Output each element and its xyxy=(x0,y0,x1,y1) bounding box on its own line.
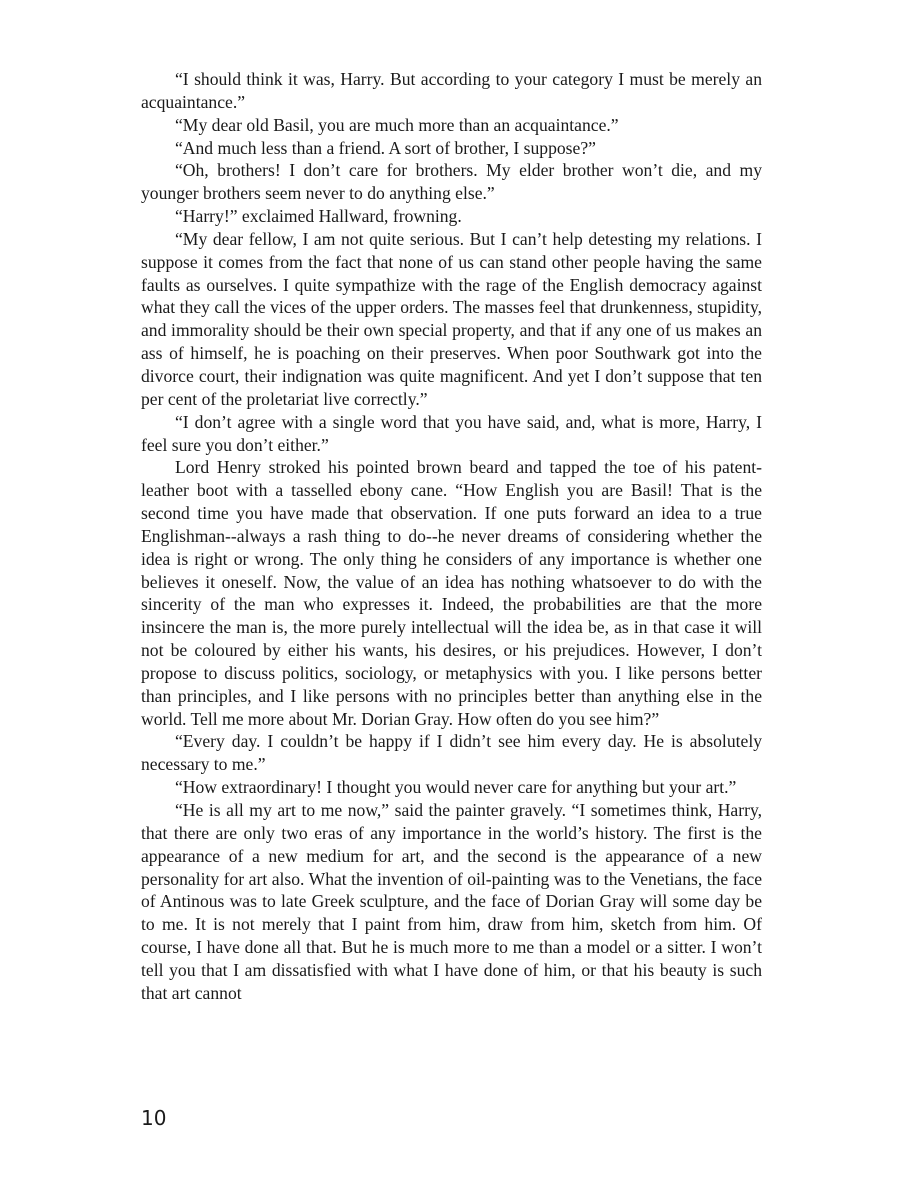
body-text xyxy=(141,68,762,1005)
paragraph: “My dear old Basil, you are much more than an acquaintance.” xyxy=(175,114,619,135)
paragraph: “Every day. I couldn’t be happy if I didn’t see him every day. He is absolutely necessary to me.” xyxy=(141,731,762,775)
page-number: 10 xyxy=(141,1106,167,1130)
paragraph: “He is all my art to me now,” said the painter gravely. “I sometimes think, Harry, that there are only two eras of any importance in the world’s history. The first is the appearance of a new medium for art, and the second is the appearance of a new personality for art also. What the invention of oil-painting was to the Venetians, the face of Antinous was to late Greek sculpture, and the face of Dorian Gray will some day be to me. It is not merely that I paint from him, draw from him, sketch from him. Of course, I have done all that. But he is much more to me than a model or a sitter. I won’t tell you that I am dissatisfied with what I have done of him, or that his beauty is such that art cannot xyxy=(141,800,762,1003)
paragraph: “I should think it was, Harry. But according to your category I must be merely an acquaintance.” xyxy=(141,69,762,112)
paragraph: “And much less than a friend. A sort of brother, I suppose?” xyxy=(175,137,596,158)
paragraph: Lord Henry stroked his pointed brown beard and tapped the toe of his patent-leather boot with a tasselled ebony cane. “How English you are Basil! That is the second time you have made that observation. If one puts forward an idea to a true Englishman--always a rash thing to do--he never dreams of considering whether the idea is right or wrong. The only thing he considers of any importance is whether one believes it oneself. Now, the value of an idea has nothing whatsoever to do with the sincerity of the man who expresses it. Indeed, the probabilities are that the more insincere the man is, the more purely intellectual will the idea be, as in that case it will not be coloured by either his wants, his desires, or his prejudices. However, I don’t propose to discuss politics, sociology, or metaphysics with you. I like persons better than principles, and I like persons with no principles better than anything else in the world. Tell me more about Mr. Dorian Gray. How often do you see him?” xyxy=(141,457,762,729)
paragraph: “How extraordinary! I thought you would never care for anything but your art.” xyxy=(175,777,737,798)
paragraph: “I don’t agree with a single word that you have said, and, what is more, Harry, I feel sure you don’t either.” xyxy=(141,411,762,455)
paragraph: “Harry!” exclaimed Hallward, frowning. xyxy=(175,206,462,227)
paragraph: “My dear fellow, I am not quite serious. But I can’t help detesting my relations. I suppose it comes from the fact that none of us can stand other people having the same faults as ourselves. I quite sympathize with the rage of the English democracy against what they call the vices of the upper orders. The masses feel that drunkenness, stupidity, and immorality should be their own special property, and that if any one of us makes an ass of himself, he is poaching on their preserves. When poor Southwark got into the divorce court, their indignation was quite magnificent. And yet I don’t suppose that ten per cent of the proletariat live correctly.” xyxy=(141,228,762,409)
paragraph: “Oh, brothers! I don’t care for brothers. My elder brother won’t die, and my younger brothers seem never to do anything else.” xyxy=(141,160,762,204)
